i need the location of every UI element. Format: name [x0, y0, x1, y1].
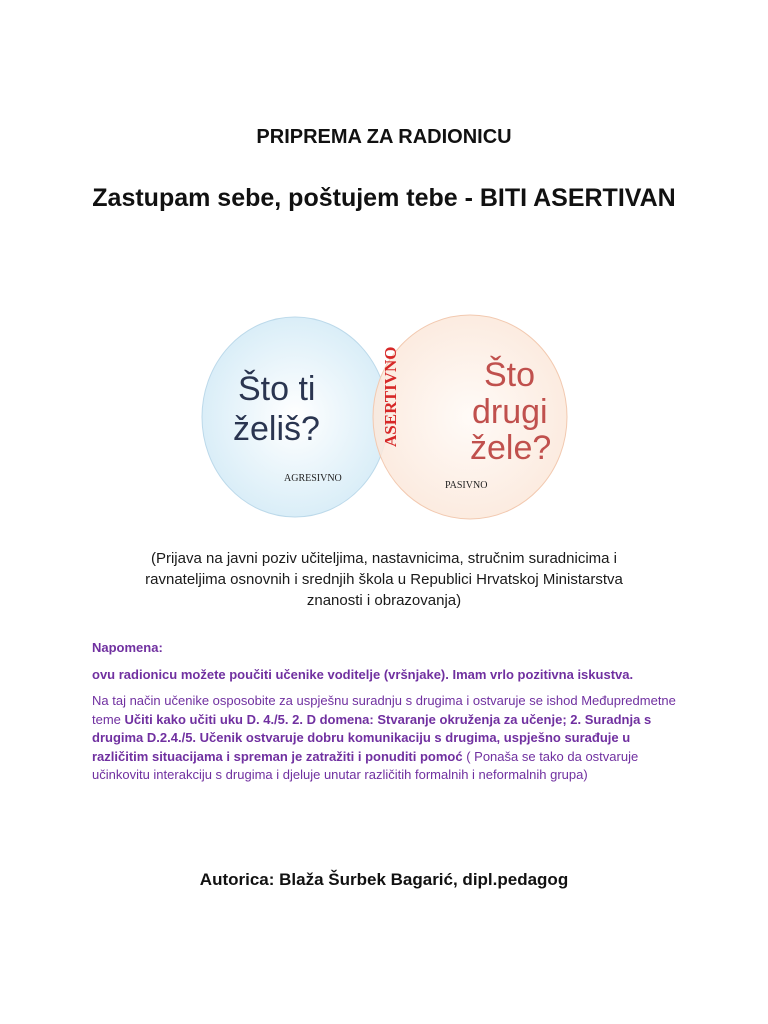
right-circle-line2: drugi [472, 393, 548, 431]
right-circle-line1: Što [484, 356, 536, 394]
napomena-body-text-end: ( Ponaša se tako da ostvaruje učinkovitu interakciju s drugima i djeluje unutar različitih formalnih i neformalnih grupa) [92, 748, 639, 782]
napomena-body-text: Na taj način učenike osposobite za uspješnu suradnju s drugima i ostvaruje se ishod Međupredmetne teme [92, 693, 676, 727]
document-subtitle: Zastupam sebe, poštujem tebe - BITI ASERTIVAN [92, 184, 676, 212]
napomena-body [92, 692, 682, 785]
left-circle-line2: želiš? [233, 410, 320, 448]
napomena-body-outcome: Učiti kako učiti uku D. 4./5. 2. D domena: Stvaranje okruženja za učenje; 2. Suradnja s drugima D.2.4./5. Učenik ostvaruje dobru komunikaciju s drugima, uspješno surađuje u različitim situacijama i spreman je zatražiti i ponuditi pomoć [92, 711, 652, 764]
left-circle-line1: Što ti [238, 370, 316, 408]
intro-line: (Prijava na javni poziv učiteljima, nastavnicima, stručnim suradnicima i [150, 550, 617, 567]
intro-line: ravnateljima osnovnih i srednjih škola u Republici Hrvatskoj Ministarstva [145, 571, 623, 588]
author-line: Autorica: Blaža Šurbek Bagarić, dipl.pedagog [199, 870, 569, 889]
intro-line: znanosti i obrazovanja) [306, 592, 462, 609]
intro-paragraph [100, 548, 668, 611]
document-title: PRIPREMA ZA RADIONICU [256, 126, 512, 148]
right-circle-line3: žele? [470, 429, 552, 467]
napomena-line: ovu radionicu možete poučiti učenike voditelje (vršnjake). Imam vrlo pozitivna iskustva. [92, 667, 634, 682]
right-circle-label: PASIVNO [445, 480, 488, 491]
left-circle-label: AGRESIVNO [284, 473, 342, 484]
napomena-label: Napomena: [92, 640, 163, 655]
venn-diagram [200, 312, 570, 522]
overlap-label: ASERTIVNO [381, 346, 400, 447]
